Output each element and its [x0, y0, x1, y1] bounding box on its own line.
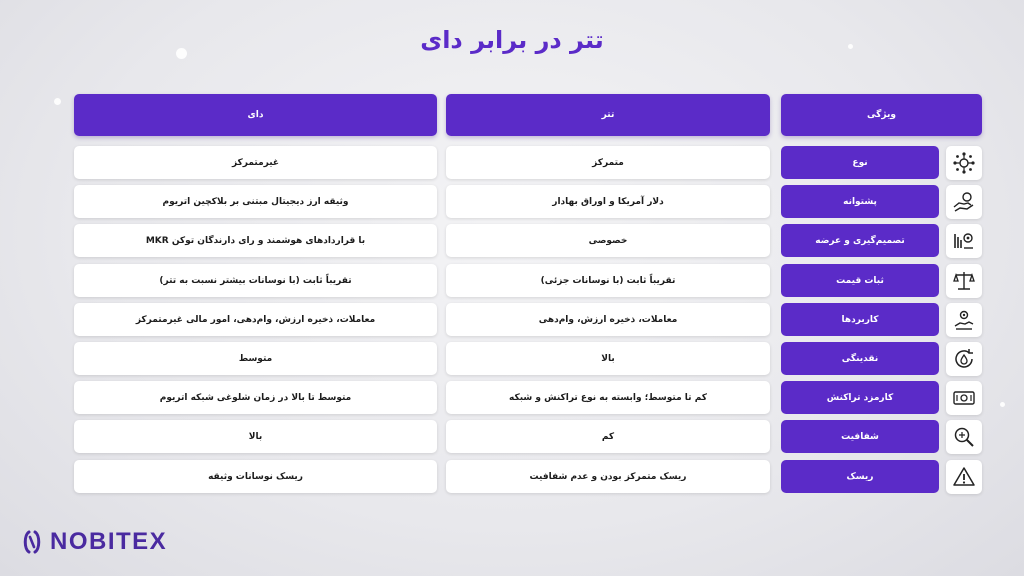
- dai-value-cell: غیرمتمرکز: [74, 146, 437, 179]
- dai-value-cell: وثیقه ارز دیجیتال مبتنی بر بلاکچین اتریوم: [74, 185, 437, 218]
- dai-value-cell: معاملات، ذخیره ارزش، وام‌دهی، امور مالی غیرمتمرکز: [74, 303, 437, 336]
- header-feature: ویژگی: [781, 94, 982, 136]
- tether-value-cell: کم: [446, 420, 770, 453]
- brand-name: NOBITEX: [50, 528, 168, 555]
- tether-value-cell: کم تا متوسط؛ وابسته به نوع تراکنش و شبکه: [446, 381, 770, 414]
- tether-value-cell: معاملات، ذخیره ارزش، وام‌دهی: [446, 303, 770, 336]
- hand-gear-icon: [946, 303, 982, 337]
- feature-label-cell: ثبات قیمت: [781, 264, 939, 297]
- dai-value-cell: متوسط تا بالا در زمان شلوغی شبکه اتریوم: [74, 381, 437, 414]
- decorative-dot: [54, 98, 61, 105]
- network-nodes-icon: [946, 146, 982, 180]
- header-dai: دای: [74, 94, 437, 136]
- magnifier-icon: [946, 420, 982, 454]
- brand-logo: [22, 528, 167, 556]
- dai-value-cell: متوسط: [74, 342, 437, 375]
- tether-value-cell: تقریباً ثابت (با نوسانات جزئی): [446, 264, 770, 297]
- header-tether: تتر: [446, 94, 770, 136]
- tether-value-cell: دلار آمریکا و اوراق بهادار: [446, 185, 770, 218]
- tether-value-cell: خصوصی: [446, 224, 770, 257]
- hand-coin-icon: [946, 185, 982, 219]
- feature-label-cell: پشتوانه: [781, 185, 939, 218]
- tether-value-cell: بالا: [446, 342, 770, 375]
- feature-label-cell: نوع: [781, 146, 939, 179]
- feature-label-cell: نقدینگی: [781, 342, 939, 375]
- feature-label-cell: شفافیت: [781, 420, 939, 453]
- tether-value-cell: ریسک متمرکز بودن و عدم شفافیت: [446, 460, 770, 493]
- decorative-dot: [1000, 402, 1005, 407]
- feature-label-cell: کاربردها: [781, 303, 939, 336]
- tether-value-cell: متمرکز: [446, 146, 770, 179]
- dai-value-cell: ریسک نوسانات وثیقه: [74, 460, 437, 493]
- warning-icon: [946, 460, 982, 494]
- decision-gear-icon: [946, 224, 982, 258]
- dai-value-cell: تقریباً ثابت (با نوسانات بیشتر نسبت به تتر): [74, 264, 437, 297]
- dai-value-cell: با قراردادهای هوشمند و رای دارندگان توکن MKR: [74, 224, 437, 257]
- dai-value-cell: بالا: [74, 420, 437, 453]
- feature-label-cell: کارمزد تراکنش: [781, 381, 939, 414]
- banknote-icon: [946, 381, 982, 415]
- feature-label-cell: تصمیم‌گیری و عرضه: [781, 224, 939, 257]
- page-title: تتر در برابر دای: [420, 26, 604, 54]
- feature-label-cell: ریسک: [781, 460, 939, 493]
- nobitex-logo-icon: [22, 529, 42, 555]
- liquidity-cycle-icon: [946, 342, 982, 376]
- balance-scale-icon: [946, 264, 982, 298]
